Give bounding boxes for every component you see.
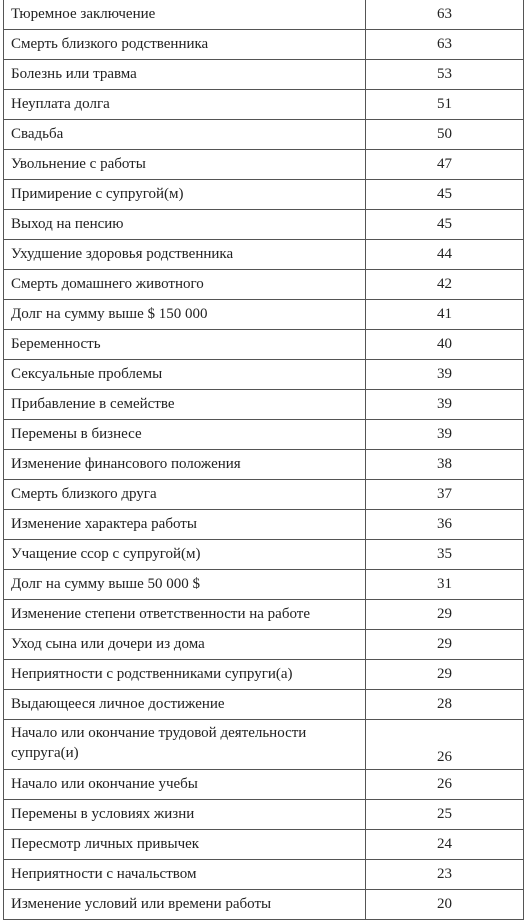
table-row (4, 29, 524, 59)
event-label: Начало или окончание учебы (4, 769, 366, 799)
table-row (4, 179, 524, 209)
table-row (4, 449, 524, 479)
event-score: 45 (366, 179, 524, 209)
table-row (4, 239, 524, 269)
event-score: 44 (366, 239, 524, 269)
table-row (4, 329, 524, 359)
event-score: 47 (366, 149, 524, 179)
table-row (4, 389, 524, 419)
table-row (4, 299, 524, 329)
event-label: Изменение характера работы (4, 509, 366, 539)
event-score: 63 (366, 29, 524, 59)
table-row (4, 629, 524, 659)
event-score: 20 (366, 889, 524, 919)
event-score: 26 (366, 769, 524, 799)
event-label: Изменение условий или времени работы (4, 889, 366, 919)
table-row (4, 599, 524, 629)
event-label: Пересмотр личных привычек (4, 829, 366, 859)
table-row (4, 689, 524, 719)
event-score: 39 (366, 419, 524, 449)
event-score: 35 (366, 539, 524, 569)
event-score: 38 (366, 449, 524, 479)
event-score: 29 (366, 599, 524, 629)
event-label: Прибавление в семействе (4, 389, 366, 419)
event-score: 45 (366, 209, 524, 239)
event-label: Перемены в бизнесе (4, 419, 366, 449)
event-label: Неприятности с начальством (4, 859, 366, 889)
event-label: Учащение ссор с супругой(м) (4, 539, 366, 569)
table-row (4, 149, 524, 179)
table-row (4, 269, 524, 299)
table-row (4, 859, 524, 889)
table-row (4, 769, 524, 799)
event-score: 39 (366, 359, 524, 389)
event-label: Неприятности с родственниками супруги(а) (4, 659, 366, 689)
event-score: 36 (366, 509, 524, 539)
table-row (4, 59, 524, 89)
event-label: Смерть близкого родственника (4, 29, 366, 59)
event-label: Выход на пенсию (4, 209, 366, 239)
event-label: Смерть домашнего животного (4, 269, 366, 299)
event-label: Смерть близкого друга (4, 479, 366, 509)
stress-events-table (3, 0, 524, 920)
table-row (4, 419, 524, 449)
event-score: 29 (366, 659, 524, 689)
event-label: Долг на сумму выше 50 000 $ (4, 569, 366, 599)
event-score: 23 (366, 859, 524, 889)
event-label: Сексуальные проблемы (4, 359, 366, 389)
event-score: 42 (366, 269, 524, 299)
table-row (4, 659, 524, 689)
event-score: 51 (366, 89, 524, 119)
event-label: Неуплата долга (4, 89, 366, 119)
event-score: 25 (366, 799, 524, 829)
table-row (4, 209, 524, 239)
event-label: Долг на сумму выше $ 150 000 (4, 299, 366, 329)
table-row (4, 89, 524, 119)
event-score: 31 (366, 569, 524, 599)
table-row (4, 829, 524, 859)
table-row (4, 799, 524, 829)
event-score: 26 (366, 719, 524, 769)
table-body (4, 0, 524, 919)
event-score: 50 (366, 119, 524, 149)
event-score: 40 (366, 329, 524, 359)
event-score: 24 (366, 829, 524, 859)
event-label: Беременность (4, 329, 366, 359)
event-score: 28 (366, 689, 524, 719)
table-row (4, 719, 524, 769)
event-label: Изменение финансового положения (4, 449, 366, 479)
event-score: 29 (366, 629, 524, 659)
table-row (4, 0, 524, 29)
event-label: Начало или окончание трудовой деятельности супруга(и) (4, 719, 366, 769)
event-label: Свадьба (4, 119, 366, 149)
event-label: Перемены в условиях жизни (4, 799, 366, 829)
table-row (4, 119, 524, 149)
event-label: Уход сына или дочери из дома (4, 629, 366, 659)
table-row (4, 509, 524, 539)
table-row (4, 889, 524, 919)
event-score: 63 (366, 0, 524, 29)
event-label: Болезнь или травма (4, 59, 366, 89)
event-label: Ухудшение здоровья родственника (4, 239, 366, 269)
event-label: Примирение с супругой(м) (4, 179, 366, 209)
event-score: 53 (366, 59, 524, 89)
event-label: Тюремное заключение (4, 0, 366, 29)
table-row (4, 479, 524, 509)
event-score: 39 (366, 389, 524, 419)
event-label: Увольнение с работы (4, 149, 366, 179)
event-label: Выдающееся личное достижение (4, 689, 366, 719)
event-label: Изменение степени ответственности на работе (4, 599, 366, 629)
table-row (4, 359, 524, 389)
table-row (4, 539, 524, 569)
table-row (4, 569, 524, 599)
event-score: 41 (366, 299, 524, 329)
event-score: 37 (366, 479, 524, 509)
